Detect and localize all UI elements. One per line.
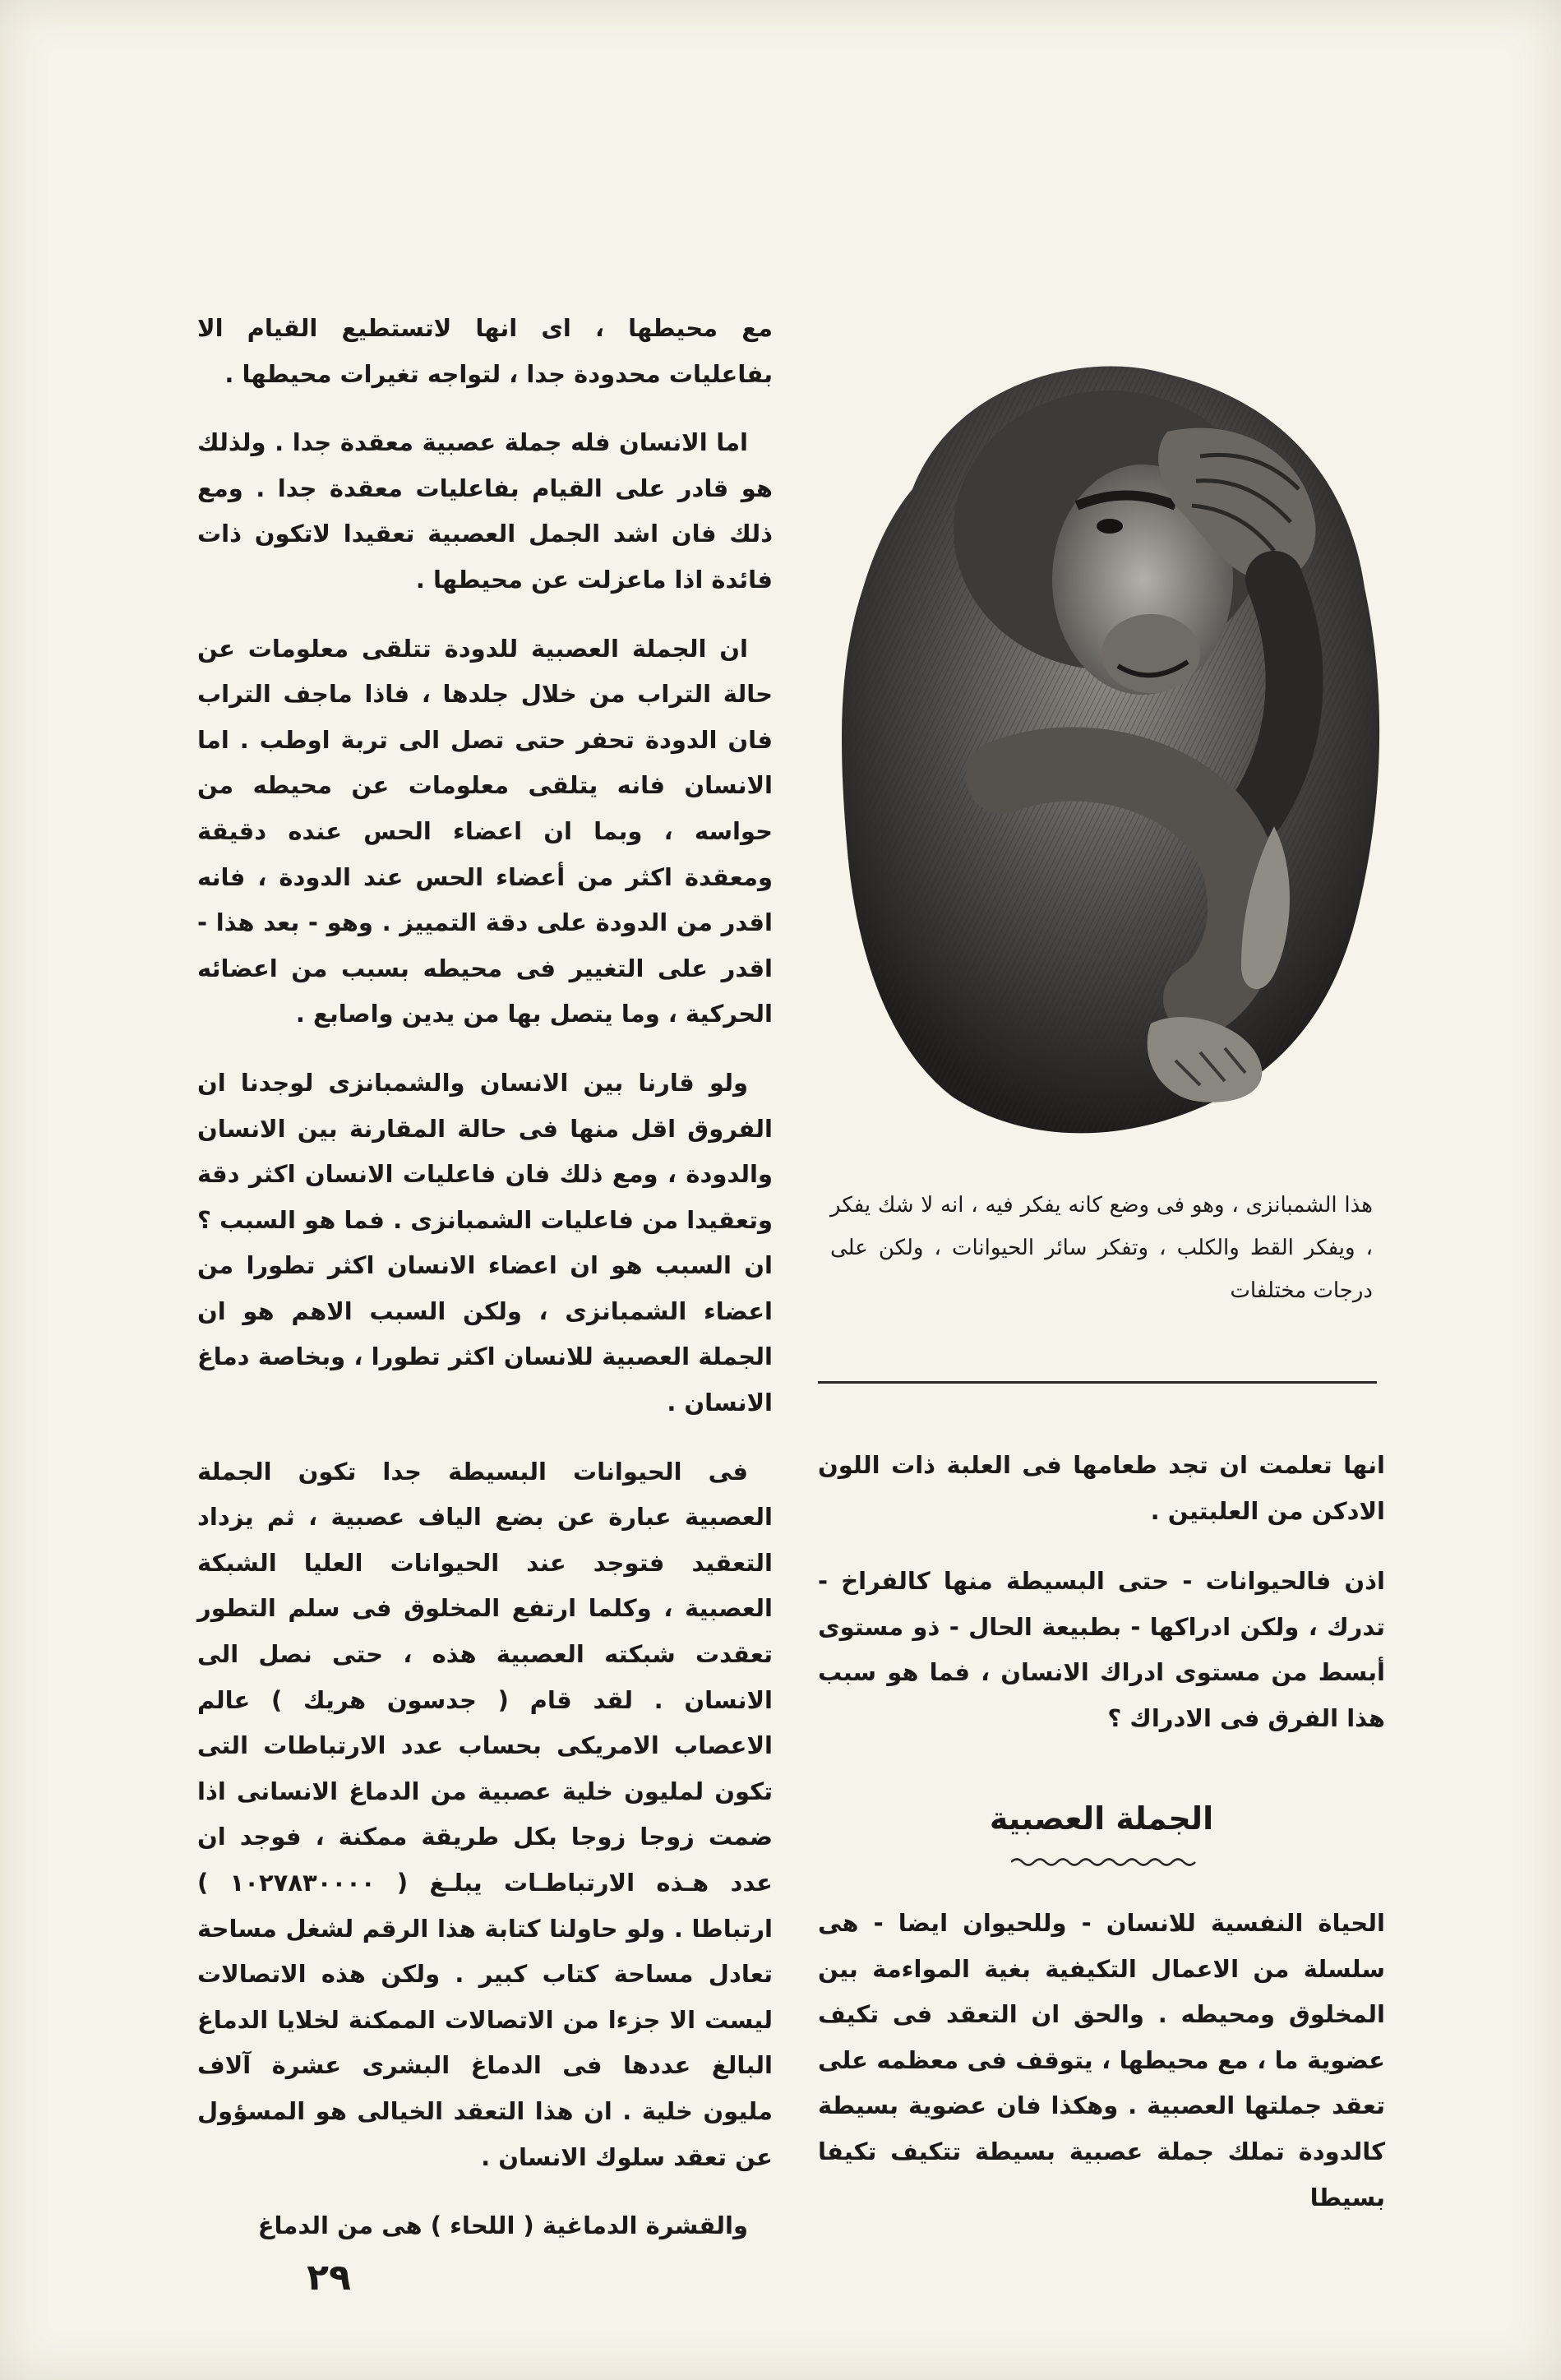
section-text-column: [818, 1901, 1385, 2221]
section-heading: الجملة العصبية: [989, 1800, 1214, 1837]
left-paragraph-4: ولو قارنا بين الانسان والشمبانزى لوجدنا ان الفروق اقل منها فى حالة المقارنة بين الانسان والدودة ، ومع ذلك فان فاعليات الانسان اكثر دقة وتعقيدا من فاعليات الشمبانزى . فما هو السبب ؟ ان السبب هو ان اعضاء الانسان اكثر تطورا من اعضاء الشمبانزى ، ولكن السبب الاهم هو ان الجملة العصبية للانسان اكثر تطورا ، وبخاصة دماغ الانسان .: [197, 1068, 773, 1417]
left-paragraph-3: ان الجملة العصبية للدودة تتلقى معلومات عن حالة التراب من خلال جلدها ، فاذا ماجف التراب فان الدودة تحفر حتى تصل الى تربة اوطب . اما الانسان فانه يتلقى معلومات عن محيطه من حواسه ، وبما ان اعضاء الحس عنده دقيقة ومعقدة اكثر من أعضاء الحس عند الدودة ، فانه اقدر من الدودة على دقة التمييز . وهو - بعد هذا - اقدر على التغيير فى محيطه بسبب من اعضائه الحركية ، وما يتصل بها من يدين واصابع .: [197, 634, 773, 1028]
right-text-column: [818, 1443, 1385, 1767]
caption-divider: [818, 1381, 1377, 1384]
left-text-column: [197, 306, 773, 2272]
right-paragraph-2: اذن فالحيوانات - حتى البسيطة منها كالفراخ - تدرك ، ولكن ادراكها - بطبيعة الحال - ذو مستوى أبسط من مستوى ادراك الانسان ، فما هو سبب هذا الفرق فى الادراك ؟: [818, 1567, 1385, 1732]
right-paragraph-1: انها تعلمت ان تجد طعامها فى العلبة ذات اللون الادكن من العلبتين .: [818, 1451, 1385, 1525]
left-paragraph-6: والقشرة الدماغية ( اللحاء ) هى من الدماغ: [257, 2211, 748, 2240]
photo-caption: هذا الشمبانزى ، وهو فى وضع كانه يفكر فيه ، انه لا شك يفكر ، ويفكر القط والكلب ، وتفكر سائر الحيوانات ، ولكن على درجات مختلفات: [830, 1193, 1373, 1303]
heading-underline-wave: [1011, 1856, 1200, 1868]
left-paragraph-2: اما الانسان فله جملة عصبية معقدة جدا . ولذلك هو قادر على القيام بفاعليات معقدة جدا . ومع ذلك فان اشد الجمل العصبية تعقيدا لاتكون ذات فائدة اذا ماعزلت عن محيطها .: [197, 428, 773, 594]
left-paragraph-1: مع محيطها ، اى انها لاتستطيع القيام الا بفاعليات محدودة جدا ، لتواجه تغيرات محيطها .: [197, 314, 773, 388]
page-number: ٢٩: [307, 2257, 351, 2299]
left-paragraph-5: فى الحيوانات البسيطة جدا تكون الجملة العصبية عبارة عن بضع الياف عصبية ، ثم يزداد التعقيد فتوجد عند الحيوانات العليا الشبكة العصبية ، وكلما ارتفع المخلوق فى سلم التطور تعقدت شبكته العصبية هذه ، حتى نصل الى الانسان . لقد قام ( جدسون هريك ) عالم الاعصاب الامريكى بحساب عدد الارتباطات التى تكون لمليون خلية عصبية من الدماغ الانسانى اذا ضمت زوجا زوجا بكل طريقة ممكنة ، فوجد ان عدد هـذه الارتباطـات يبلـغ ( ١٠٢٧٨٣٠٠٠٠ ) ارتباطا . ولو حاولنا كتابة هذا الرقم لشغل مساحة تعادل مساحة كتاب كبير . ولكن هذه الاتصالات ليست الا جزءا من الاتصالات الممكنة لخلايا الدماغ البالغ عددها فى الدماغ البشرى عشرة آلاف مليون خلية . ان هذا التعقد الخيالى هو المسؤول عن تعقد سلوك الانسان .: [197, 1457, 773, 2171]
chimpanzee-photo: [814, 317, 1406, 1147]
section-paragraph: الحياة النفسية للانسان - وللحيوان ايضا - هى سلسلة من الاعمال التكيفية بغية المواءمة بين المخلوق ومحيطه . والحق ان التعقد فى تكيف عضوية ما ، مع محيطها ، يتوقف فى معظمه على تعقد جملتها العصبية . وهكذا فان عضوية بسيطة كالدودة تملك جملة عصبية بسيطة تتكيف تكيفا بسيطا: [818, 1909, 1385, 2211]
